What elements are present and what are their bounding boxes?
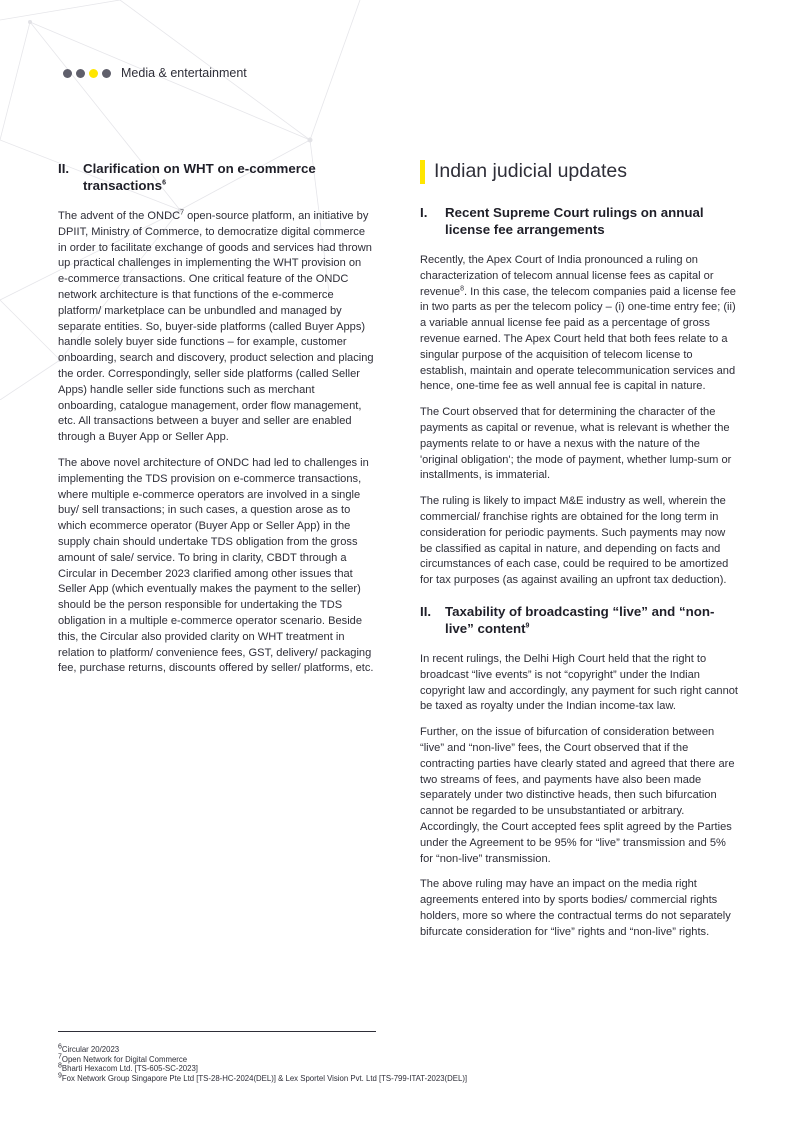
banner-accent-bar — [420, 160, 425, 184]
footnote-ref: 6 — [162, 179, 166, 187]
footnote-divider — [58, 1031, 376, 1032]
paragraph: The above novel architecture of ONDC had led to challenges in implementing the TDS provision on e-commerce transactions, where multiple e-commerce operators are involved in a single buy/ sell transactions; in such cases, a question arose as to which ecommerce operator (Buyer App or Seller App) in the supply chain should undertake TDS obligation from the gross amount of sale/ service. To bring in clarity, CBDT through a Circular in December 2023 clarified among other issues that Seller App (which eventually makes the payment to the seller) should be the person responsible for undertaking the TDS obligation in a multiple e-commerce operator scenario. Beside this, the Circular also provided clarity on WHT treatment in relation to platform/ convenience fees, GST, delivery/ packaging fee, purchase returns, discounts offered by seller/ platforms, etc. — [58, 456, 374, 675]
left-column — [58, 160, 374, 687]
header-dot-3 — [89, 69, 98, 78]
section-title: Recent Supreme Court rulings on annual license fee arrangements — [445, 205, 704, 237]
paragraph: The above ruling may have an impact on the media right agreements entered into by sports bodies/ commercial rights holders, more so where the contractual terms do not separately bifurcate consideration for “live” rights and “non-live” rights. — [420, 878, 731, 938]
section-number: I. — [420, 205, 428, 220]
left-section-2-heading — [58, 160, 374, 194]
footnote-item: $^7$Open Network for Digital Commerce — [58, 1052, 188, 1064]
section-title: Taxability of broadcasting “live” and “non-live” content — [445, 603, 715, 636]
paragraph: The ruling is likely to impact M&E industry as well, wherein the commercial/ franchise rights are obtained for the long term in consideration for periodic payments. Such payments may now be classified as capital in nature, and depending on facts and circumstances of each case, could be required to be amortized for tax purposes (as against availing an upfront tax deduction). — [420, 495, 729, 587]
header-dot-2 — [76, 69, 85, 78]
footnote-ref: 9 — [525, 622, 530, 630]
footnote-item: $^8$Bharti Hexacom Ltd. [TS-605-SC-2023] — [58, 1062, 198, 1073]
paragraph: Recently, the Apex Court of India pronounced a ruling on characterization of telecom annual license fees as capital or revenue$^8$. In this case, the telecom companies paid a license fee in two parts as per the telecom policy – (i) one-time entry fee; (ii) a variable annual license fee paid as a percentage of gross revenue earned. The Apex Court held that both fees relate to a singular purpose of the acquisition of telecom license to establish, maintain and operate telecommunication services and hence, one-time fee as well annual fee is capital in nature. — [420, 254, 736, 393]
right-section-1-heading — [420, 204, 738, 238]
right-section-2-heading — [420, 603, 738, 637]
section-banner — [420, 160, 738, 184]
section-number: II. — [420, 603, 432, 619]
paragraph: The Court observed that for determining the character of the payments as capital or revenue, what is relevant is whether the payments relate to or have a nexus with the nature of the 'original obligation'; the mode of payment, whether lump-sum or installments, is immaterial. — [420, 406, 732, 482]
footnote-item: $^6$Circular 20/2023 — [58, 1043, 120, 1054]
paragraph: In recent rulings, the Delhi High Court held that the right to broadcast “live events” is not “copyright” under the Indian copyright law and accordingly, any payment for such right cannot be taxed as royalty under the Indian income-tax law. — [420, 652, 738, 713]
footnotes — [58, 1045, 758, 1083]
header-dot-1 — [63, 69, 72, 78]
page-header — [63, 66, 247, 80]
right-column — [420, 160, 738, 950]
section-number: II. — [58, 161, 70, 176]
section-title: Clarification on WHT on e-commerce transactions — [83, 161, 316, 193]
footnote-item: $^9$Fox Network Group Singapore Pte Ltd [TS-28-HC-2024(DEL)] & Lex Sportel Vision Pvt. Ltd [TS-799-ITAT-2023(DEL)] — [58, 1071, 468, 1083]
footnote-ref: 8 — [460, 284, 464, 292]
header-dot-4 — [102, 69, 111, 78]
footnote-ref: 7 — [180, 209, 184, 217]
header-label: Media & entertainment — [121, 66, 247, 80]
banner-title: Indian judicial updates — [434, 160, 627, 182]
paragraph: Further, on the issue of bifurcation of consideration between “live” and “non-live” fees, the Court observed that if the contracting parties have clearly stated and agreed that there are two streams of fees, and payments have also been made separately under two distinctive heads, then such bifurcation cannot be regarded to be unsubstantiated or arbitrary. Accordingly, the Court accepted fees split agreed by the Parties under the Agreement to be 95% for “live” transmission and 5% for “non-live” transmission. — [420, 726, 735, 865]
paragraph: The advent of the ONDC$^7$ open-source platform, an initiative by DPIIT, Ministry of Commerce, to democratize digital commerce in order to facilitate exchange of goods and services had thrown up practical challenges in implementing the WHT provision on e-commerce transactions. One critical feature of the ONDC network architecture is that functions of the e-commerce platform/ marketplace can be unbundled and managed by separate entities. So, buyer-side platforms (called Buyer Apps) handle solely buyer side functions – for example, customer onboarding, search and discovery, product selection and placing the order. Correspondingly, seller side platforms (called Seller Apps) handle seller side functions such as merchant onboarding, catalogue management, order flow management, etc. All transactions between a buyer and seller are enabled through a Buyer App or Seller App. — [58, 209, 374, 444]
